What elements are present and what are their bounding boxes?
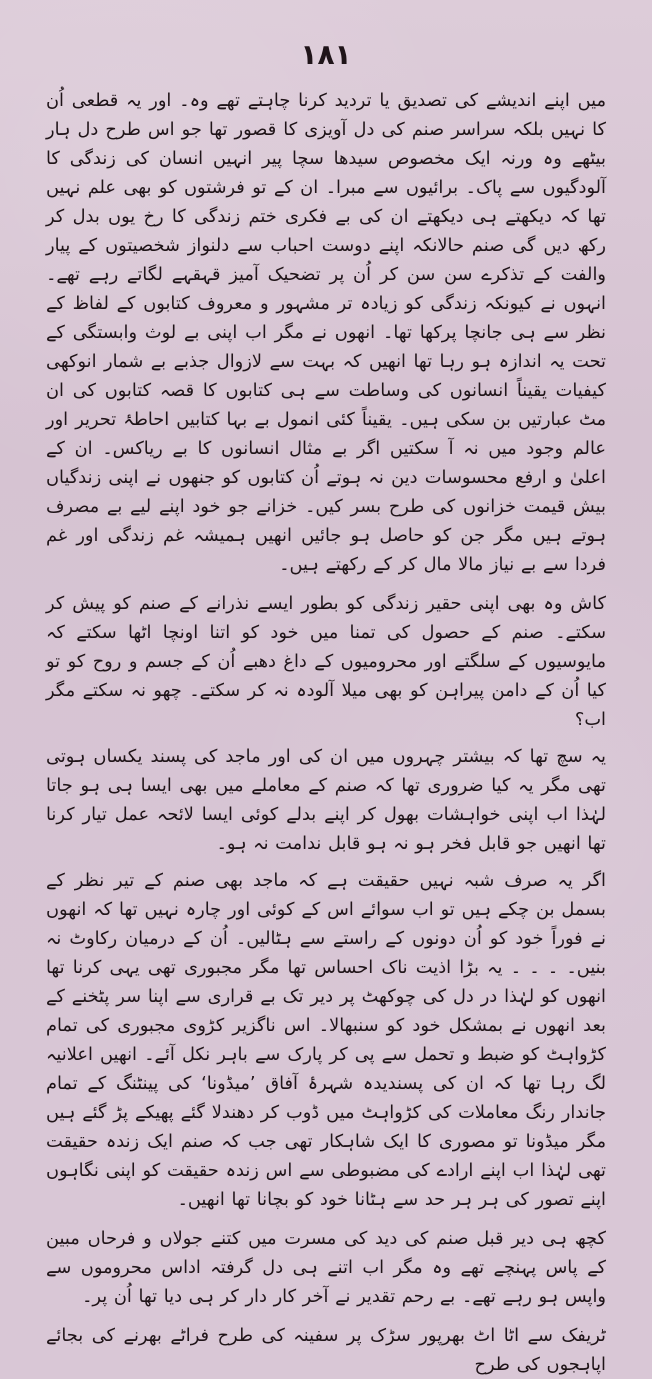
page-text-block [46, 86, 606, 1375]
page-number: ۱۸۱ [300, 38, 352, 71]
paper-speck [536, 947, 538, 949]
paragraph-3: یہ سچ تھا کہ بیشتر چہروں میں ان کی اور ماجد کی پسند یکساں ہوتی تھی مگر یہ کیا ضروری تھا کہ صنم کے معاملے میں بھی ایسا ہی ہو جاتا لہٰذا اب اپنی خواہشات بھول کر اپنے بدلے کوئی ایسا لائحہ عمل تیار کرنا تھا انھیں جو قابل فخر ہو نہ ہو قابل ندامت نہ ہو۔ [46, 746, 606, 854]
paper-speck [598, 274, 601, 277]
paragraph-4: اگر یہ صرف شبہ نہیں حقیقت ہے کہ ماجد بھی صنم کے تیر نظر کے بسمل بن چکے ہیں تو اب سوائے اس کے کوئی اور چارہ نہیں تھا کہ انھوں نے فوراً خود کو اُن دونوں کے راستے سے ہٹالیں۔ اُن کے درمیان رکاوٹ نہ بنیں۔ ۔ ۔ ۔ یہ بڑا اذیت ناک احساس تھا مگر مجبوری تھی یہی کرنا تھا انھوں کو لہٰذا در دل کی چوکھٹ پر دیر تک بے قراری سے اپنا سر پٹخنے کے بعد انھوں نے بمشکل خود کو سنبھالا۔ اس ناگزیر کڑوی مجبوری کی تمام کڑواہٹ کو ضبط و تحمل سے پی کر پارک سے باہر نکل آئے۔ انھیں اعلانیہ لگ رہا تھا کہ ان کی پسندیدہ شہرۂ آفاق ’میڈونا‘ کی پینٹنگ کے تمام جاندار رنگ معاملات کی کڑواہٹ میں ڈوب کر دھندلا گئے پھیکے پڑ گئے ہیں مگر میڈونا تو مصوری کا ایک شاہکار تھی جب کہ صنم ایک زندہ حقیقت تھی لہٰذا اب اپنے ارادے کی مضبوطی سے اس زندہ حقیقت کو اپنی نگاہوں اپنے تصور کی ہر ہر حد سے ہٹانا خود کو بچانا تھا انھیں۔ [46, 870, 606, 1210]
paragraph-1: میں اپنے اندیشے کی تصدیق یا تردید کرنا چاہتے تھے وہ۔ اور یہ قطعی اُن کا نہیں بلکہ سراسر صنم کی دل آویزی کا قصور تھا جو اس طرح دل ہار بیٹھے وہ ورنہ ایک مخصوص سیدھا سچا پیر انہیں انسان کی زندگی کا آلودگیوں سے پاک۔ برائیوں سے مبرا۔ ان کے تو فرشتوں کو بھی علم نہیں تھا کہ دیکھتے ہی دیکھتے ان کی بے فکری ختم زندگی کا رخ یوں بدل کر رکھ دیں گی صنم حالانکہ اپنے دوست احباب سے دلنواز شخصیتوں کے پیار والفت کے تذکرے سن سن کر اُن پر تضحیک آمیز قہقہے لگاتے رہے تھے۔ انہوں نے کیونکہ زندگی کو زیادہ تر مشہور و معروف کتابوں کے لفاظ کے نظر سے ہی جانچا پرکھا تھا۔ انھوں نے مگر اب اپنی بے لوث وابستگی کے تحت یہ اندازہ ہو رہا تھا انھیں کہ بہت سے لازوال جذبے بے شمار انوکھی کیفیات یقیناً انسانوں کی وساطت سے ہی کتابوں کا قصہ کتابوں کی ان مٹ عبارتیں بن سکی ہیں۔ یقیناً کئی انمول بے بہا کتابیں احاطۂ تحریر اور عالم وجود میں نہ آ سکتیں اگر بے مثال انسانوں کا بے ریاکس۔ ان کے اعلیٰ و ارفع محسوسات دین نہ ہوتے اُن کتابوں کو جنھوں نے اپنی زندگیاں بیش قیمت خزانوں کی طرح بسر کیں۔ خزانے جو خود اپنے لیے بے مصرف ہوتے ہیں مگر جن کو حاصل ہو جائیں انھیں ہمیشہ غم زندگی اور غم فردا سے بے نیاز مالا مال کر کے رکھتے ہیں۔ [46, 90, 606, 575]
paragraph-5: کچھ ہی دیر قبل صنم کی دید کی مسرت میں کتنے جولاں و فرحاں مبین کے پاس پہنچے تھے وہ مگر اب اتنے ہی دل گرفتہ اداس محروموں سے واپس ہو رہے تھے۔ بے رحم تقدیر نے آخر کار دار کر ہی دیا تھا اُن پر۔ [46, 1228, 606, 1307]
paper-speck [88, 512, 90, 514]
paragraph-6: ٹریفک سے اٹا اٹ بھرپور سڑک پر سفینہ کی طرح فراٹے بھرنے کی بجائے اپاہجوں کی طرح [46, 1325, 606, 1375]
paragraph-2: کاش وہ بھی اپنی حقیر زندگی کو بطور ایسے نذرانے کے صنم کو پیش کر سکتے۔ صنم کے حصول کی تمنا میں خود کو اتنا اونچا اٹھا سکتے کہ مایوسیوں کے سلگتے اور محرومیوں کے داغ دھبے اُن کے جسم و روح کو تو کیا اُن کے دامن پیراہن کو بھی میلا آلودہ نہ کر سکتے۔ چھو نہ سکتے مگر اب؟ [46, 593, 606, 730]
